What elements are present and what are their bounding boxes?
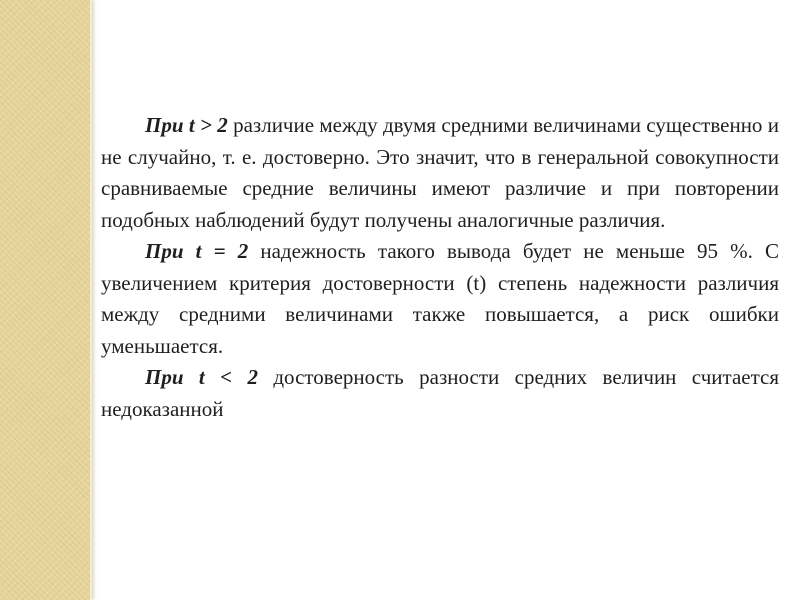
paragraph-t-equal-2 <box>101 236 779 362</box>
paragraph-lead: При t < 2 <box>145 365 258 389</box>
paragraph-text: достоверность разности средних величин считается недоказанной <box>101 365 779 421</box>
decorative-side-bar <box>0 0 92 600</box>
paragraph-lead: При t = 2 <box>145 239 249 263</box>
paragraph-t-greater-2 <box>101 110 779 236</box>
paragraph-lead: При t > 2 <box>145 113 228 137</box>
slide-text-block <box>101 110 779 425</box>
paragraph-text: различие между двумя средними величинами существенно и не случайно, т. е. достоверно. Это значит, что в генеральной совокупности сравниваемые средние величины имеют различие и при повторении подобных наблюдений будут получены аналогичные различия. <box>101 113 779 232</box>
paragraph-t-less-2 <box>101 362 779 425</box>
paragraph-text: надежность такого вывода будет не меньше 95 %. С увеличением критерия достоверности (t) степень надежности различия между средними величинами также повышается, а риск ошибки уменьшается. <box>101 239 779 358</box>
